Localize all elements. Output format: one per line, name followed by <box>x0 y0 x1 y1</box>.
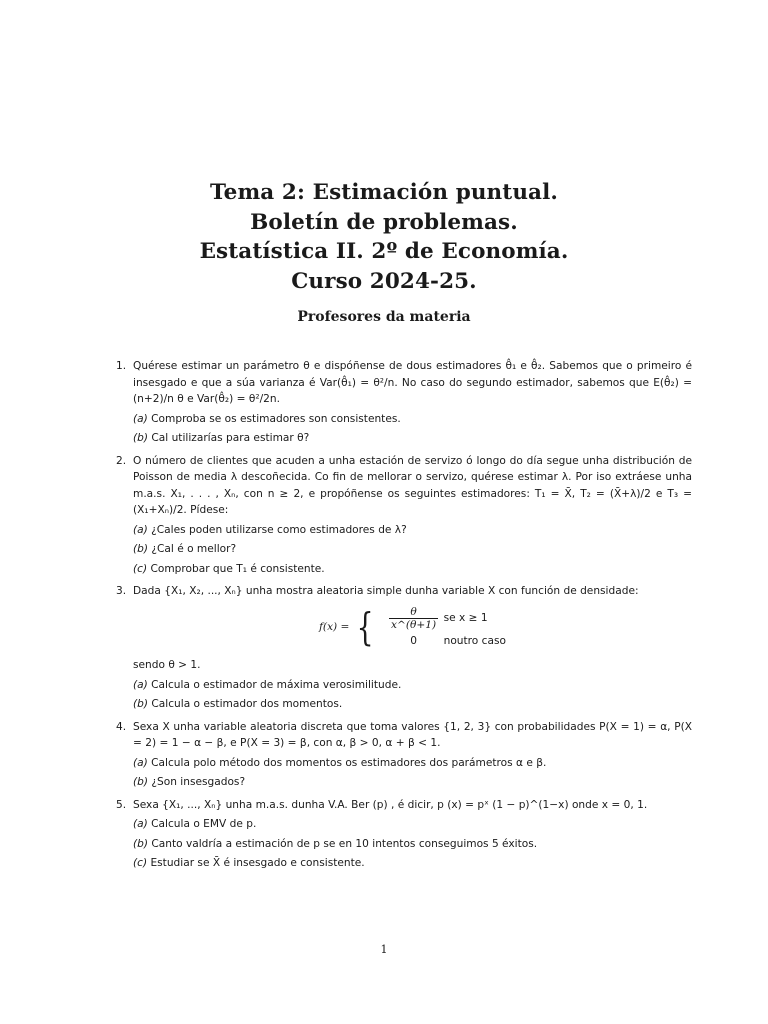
problem-number: 3. <box>116 585 127 597</box>
authors: Profesores da materia <box>297 309 471 325</box>
part-text: Canto valdría a estimación de p se en 10 intentos conseguimos 5 éxitos. <box>151 837 538 850</box>
case-2-condition: noutro caso <box>443 634 506 647</box>
density-cases <box>384 606 506 650</box>
part-b <box>133 774 692 791</box>
part-label: (b) <box>133 543 148 555</box>
problem-5 <box>116 797 692 872</box>
case-2-value: 0 <box>410 634 417 647</box>
problem-statement: Sexa X unha variable aleatoria discreta que toma valores {1, 2, 3} con probabilidades P(X = 1) = α, P(X = 2) = 1 − α − β, e P(X = 3) = β, con α, β > 0, α + β < 1. <box>133 720 692 749</box>
part-text: Calcula polo método dos momentos os estimadores dos parámetros α e β. <box>151 756 547 769</box>
problem-condition: sendo θ > 1. <box>133 659 201 671</box>
part-a <box>133 755 692 772</box>
part-a <box>133 522 692 539</box>
part-label: (a) <box>133 678 148 691</box>
part-label: (b) <box>133 776 148 788</box>
density-lhs: f(x) = <box>319 621 350 633</box>
brace-icon: { <box>357 605 374 650</box>
title-block <box>0 178 768 296</box>
problem-number: 1. <box>116 360 127 372</box>
problem-2 <box>116 453 692 578</box>
part-label: (a) <box>133 412 148 425</box>
part-label: (c) <box>133 857 148 869</box>
problem-number: 2. <box>116 454 127 467</box>
part-text: Calcula o EMV de p. <box>151 818 257 830</box>
part-label: (a) <box>133 756 148 769</box>
part-text: Cal utilizarías para estimar θ? <box>151 432 310 444</box>
part-b <box>133 836 692 853</box>
part-text: Calcula o estimador dos momentos. <box>151 698 343 710</box>
problem-statement: Quérese estimar un parámetro θ e dispóñense de dous estimadores θ̂₁ e θ̂₂. Sabemos que o primeiro é insesgado e que a súa varianza é Var(θ̂₁) = θ²/n. No caso do segundo estimador, sabemos que E(θ̂₂) = (n+2)/n θ e Var(θ̂₂) = θ²/2n. <box>133 360 692 405</box>
density-formula <box>133 606 692 650</box>
case-1-denominator: x^(θ+1) <box>391 618 437 631</box>
part-a <box>133 816 692 833</box>
part-label: (b) <box>133 432 148 444</box>
case-1-fraction <box>389 606 438 631</box>
case-1-value <box>384 606 444 631</box>
title-line-1: Tema 2: Estimación puntual. <box>210 180 558 205</box>
part-a <box>133 411 692 428</box>
title-line-3: Estatística II. 2º de Economía. <box>199 239 569 264</box>
problem-statement: O número de clientes que acuden a unha estación de servizo ó longo do día segue unha distribución de Poisson de media λ descoñecida. Co fin de mellorar o servizo, quérese estimar λ. Por iso extráese unha m.a.s. X₁, . . . , Xₙ, con n ≥ 2, e propóñense os seguintes estimadores: T₁ = X̄, T₂ = (X̄+λ)/2 e T₃ = (X₁+Xₙ)/2. Pídese: <box>133 454 692 516</box>
part-c <box>133 561 692 578</box>
problem-3 <box>116 583 692 713</box>
part-text: Comproba se os estimadores son consistentes. <box>151 412 401 425</box>
part-text: ¿Cales poden utilizarse como estimadores de λ? <box>151 523 407 536</box>
part-label: (b) <box>133 698 148 710</box>
case-1-condition: se x ≥ 1 <box>443 611 488 624</box>
part-b <box>133 430 692 447</box>
page-number: 1 <box>380 943 388 956</box>
part-b <box>133 541 692 558</box>
part-a <box>133 677 692 694</box>
title-line-4: Curso 2024-25. <box>291 268 477 294</box>
problem-number: 4. <box>116 720 127 733</box>
problem-list <box>116 358 692 878</box>
problem-statement: Dada {X₁, X₂, ..., Xₙ} unha mostra aleatoria simple dunha variable X con función de densidade: <box>133 585 639 597</box>
part-text: Estudiar se X̄ é insesgado e consistente. <box>150 857 365 869</box>
part-c <box>133 855 692 872</box>
part-label: (a) <box>133 523 148 536</box>
part-text: Calcula o estimador de máxima verosimilitude. <box>151 678 402 691</box>
problem-1 <box>116 358 692 447</box>
part-text: ¿Son insesgados? <box>151 776 246 788</box>
part-b <box>133 696 692 713</box>
title-line-2: Boletín de problemas. <box>250 209 518 235</box>
problem-number: 5. <box>116 798 127 811</box>
part-label: (b) <box>133 837 148 850</box>
part-text: Comprobar que T₁ é consistente. <box>150 562 325 575</box>
part-text: ¿Cal é o mellor? <box>151 543 237 555</box>
problem-statement: Sexa {X₁, ..., Xₙ} unha m.a.s. dunha V.A. Ber (p) , é dicir, p (x) = pˣ (1 − p)^(1−x) onde x = 0, 1. <box>133 798 648 811</box>
case-1-numerator: θ <box>389 606 438 619</box>
problem-4 <box>116 719 692 791</box>
part-label: (a) <box>133 818 148 830</box>
part-label: (c) <box>133 562 148 575</box>
